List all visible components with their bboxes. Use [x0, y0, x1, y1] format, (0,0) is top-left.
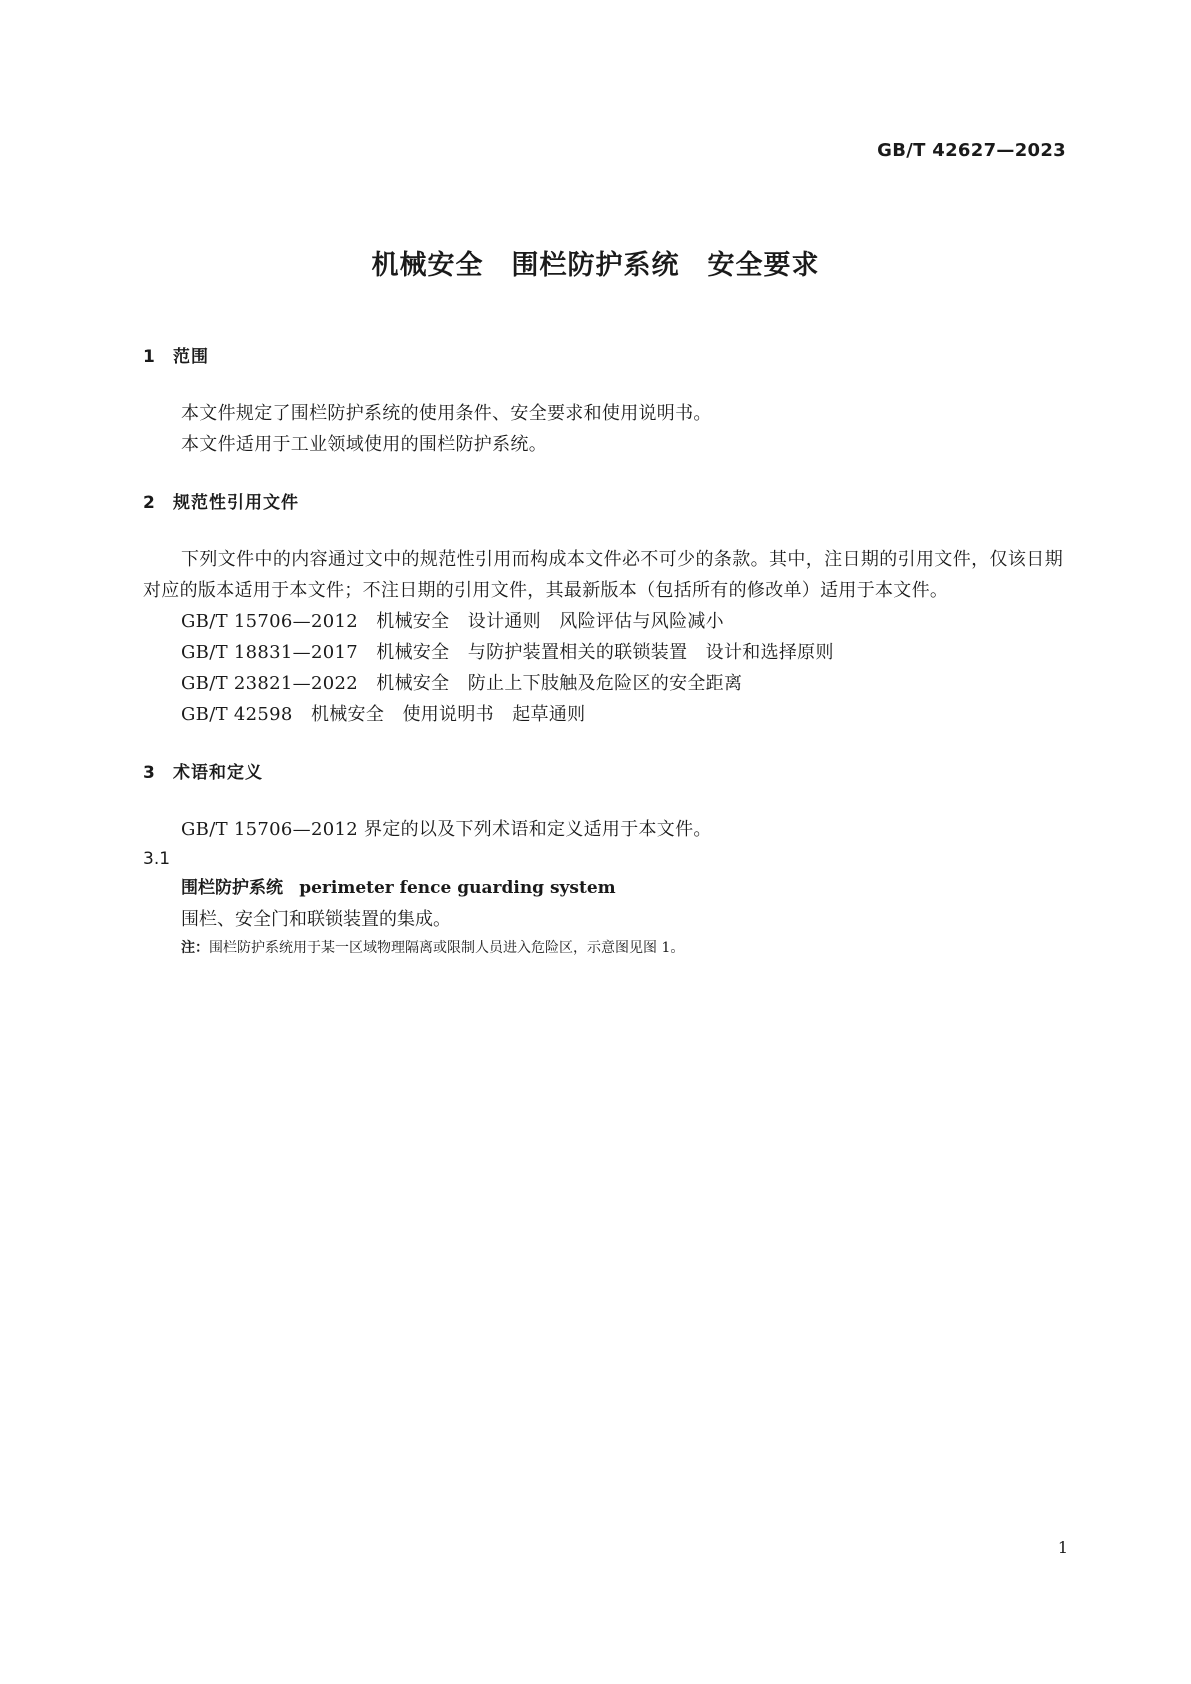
page-number: 1 [1057, 1538, 1068, 1557]
section-number: 2 [143, 493, 155, 513]
note-label: 注： [181, 940, 209, 956]
standard-number: GB/T 42627—2023 [877, 140, 1066, 161]
reference-item: GB/T 18831—2017 机械安全 与防护装置相关的联锁装置 设计和选择原则 [181, 642, 834, 663]
reference-item: GB/T 23821—2022 机械安全 防止上下肢触及危险区的安全距离 [181, 673, 743, 694]
section-title: 术语和定义 [173, 763, 263, 783]
term-definition: 围栏、安全门和联锁装置的集成。 [181, 909, 451, 930]
term-entry [143, 873, 1063, 904]
paragraph: 本文件适用于工业领域使用的围栏防护系统。 [181, 434, 547, 455]
section-title: 范围 [173, 347, 209, 367]
document-body [143, 342, 1063, 961]
section-heading-terms [143, 758, 1063, 784]
section-title: 规范性引用文件 [173, 493, 299, 513]
section-heading-normative-references [143, 488, 1063, 514]
clause-number: 3.1 [143, 849, 171, 869]
section-number: 1 [143, 347, 155, 367]
section-heading-scope [143, 342, 1063, 368]
document-title: 机械安全 围栏防护系统 安全要求 [371, 250, 820, 281]
paragraph: GB/T 15706—2012 界定的以及下列术语和定义适用于本文件。 [181, 819, 712, 840]
term-note [143, 935, 1063, 961]
term-chinese: 围栏防护系统 [181, 878, 283, 898]
paragraph: 下列文件中的内容通过文中的规范性引用而构成本文件必不可少的条款。其中，注日期的引用文件，仅该日期对应的版本适用于本文件；不注日期的引用文件，其最新版本（包括所有的修改单）适用于本文件。 [143, 549, 1063, 601]
section-number: 3 [143, 763, 155, 783]
note-text: 围栏防护系统用于某一区域物理隔离或限制人员进入危险区，示意图见图 1。 [209, 940, 685, 956]
reference-item: GB/T 42598 机械安全 使用说明书 起草通则 [181, 704, 586, 725]
paragraph: 本文件规定了围栏防护系统的使用条件、安全要求和使用说明书。 [181, 403, 712, 424]
term-english: perimeter fence guarding system [299, 878, 616, 898]
reference-item: GB/T 15706—2012 机械安全 设计通则 风险评估与风险减小 [181, 611, 724, 632]
